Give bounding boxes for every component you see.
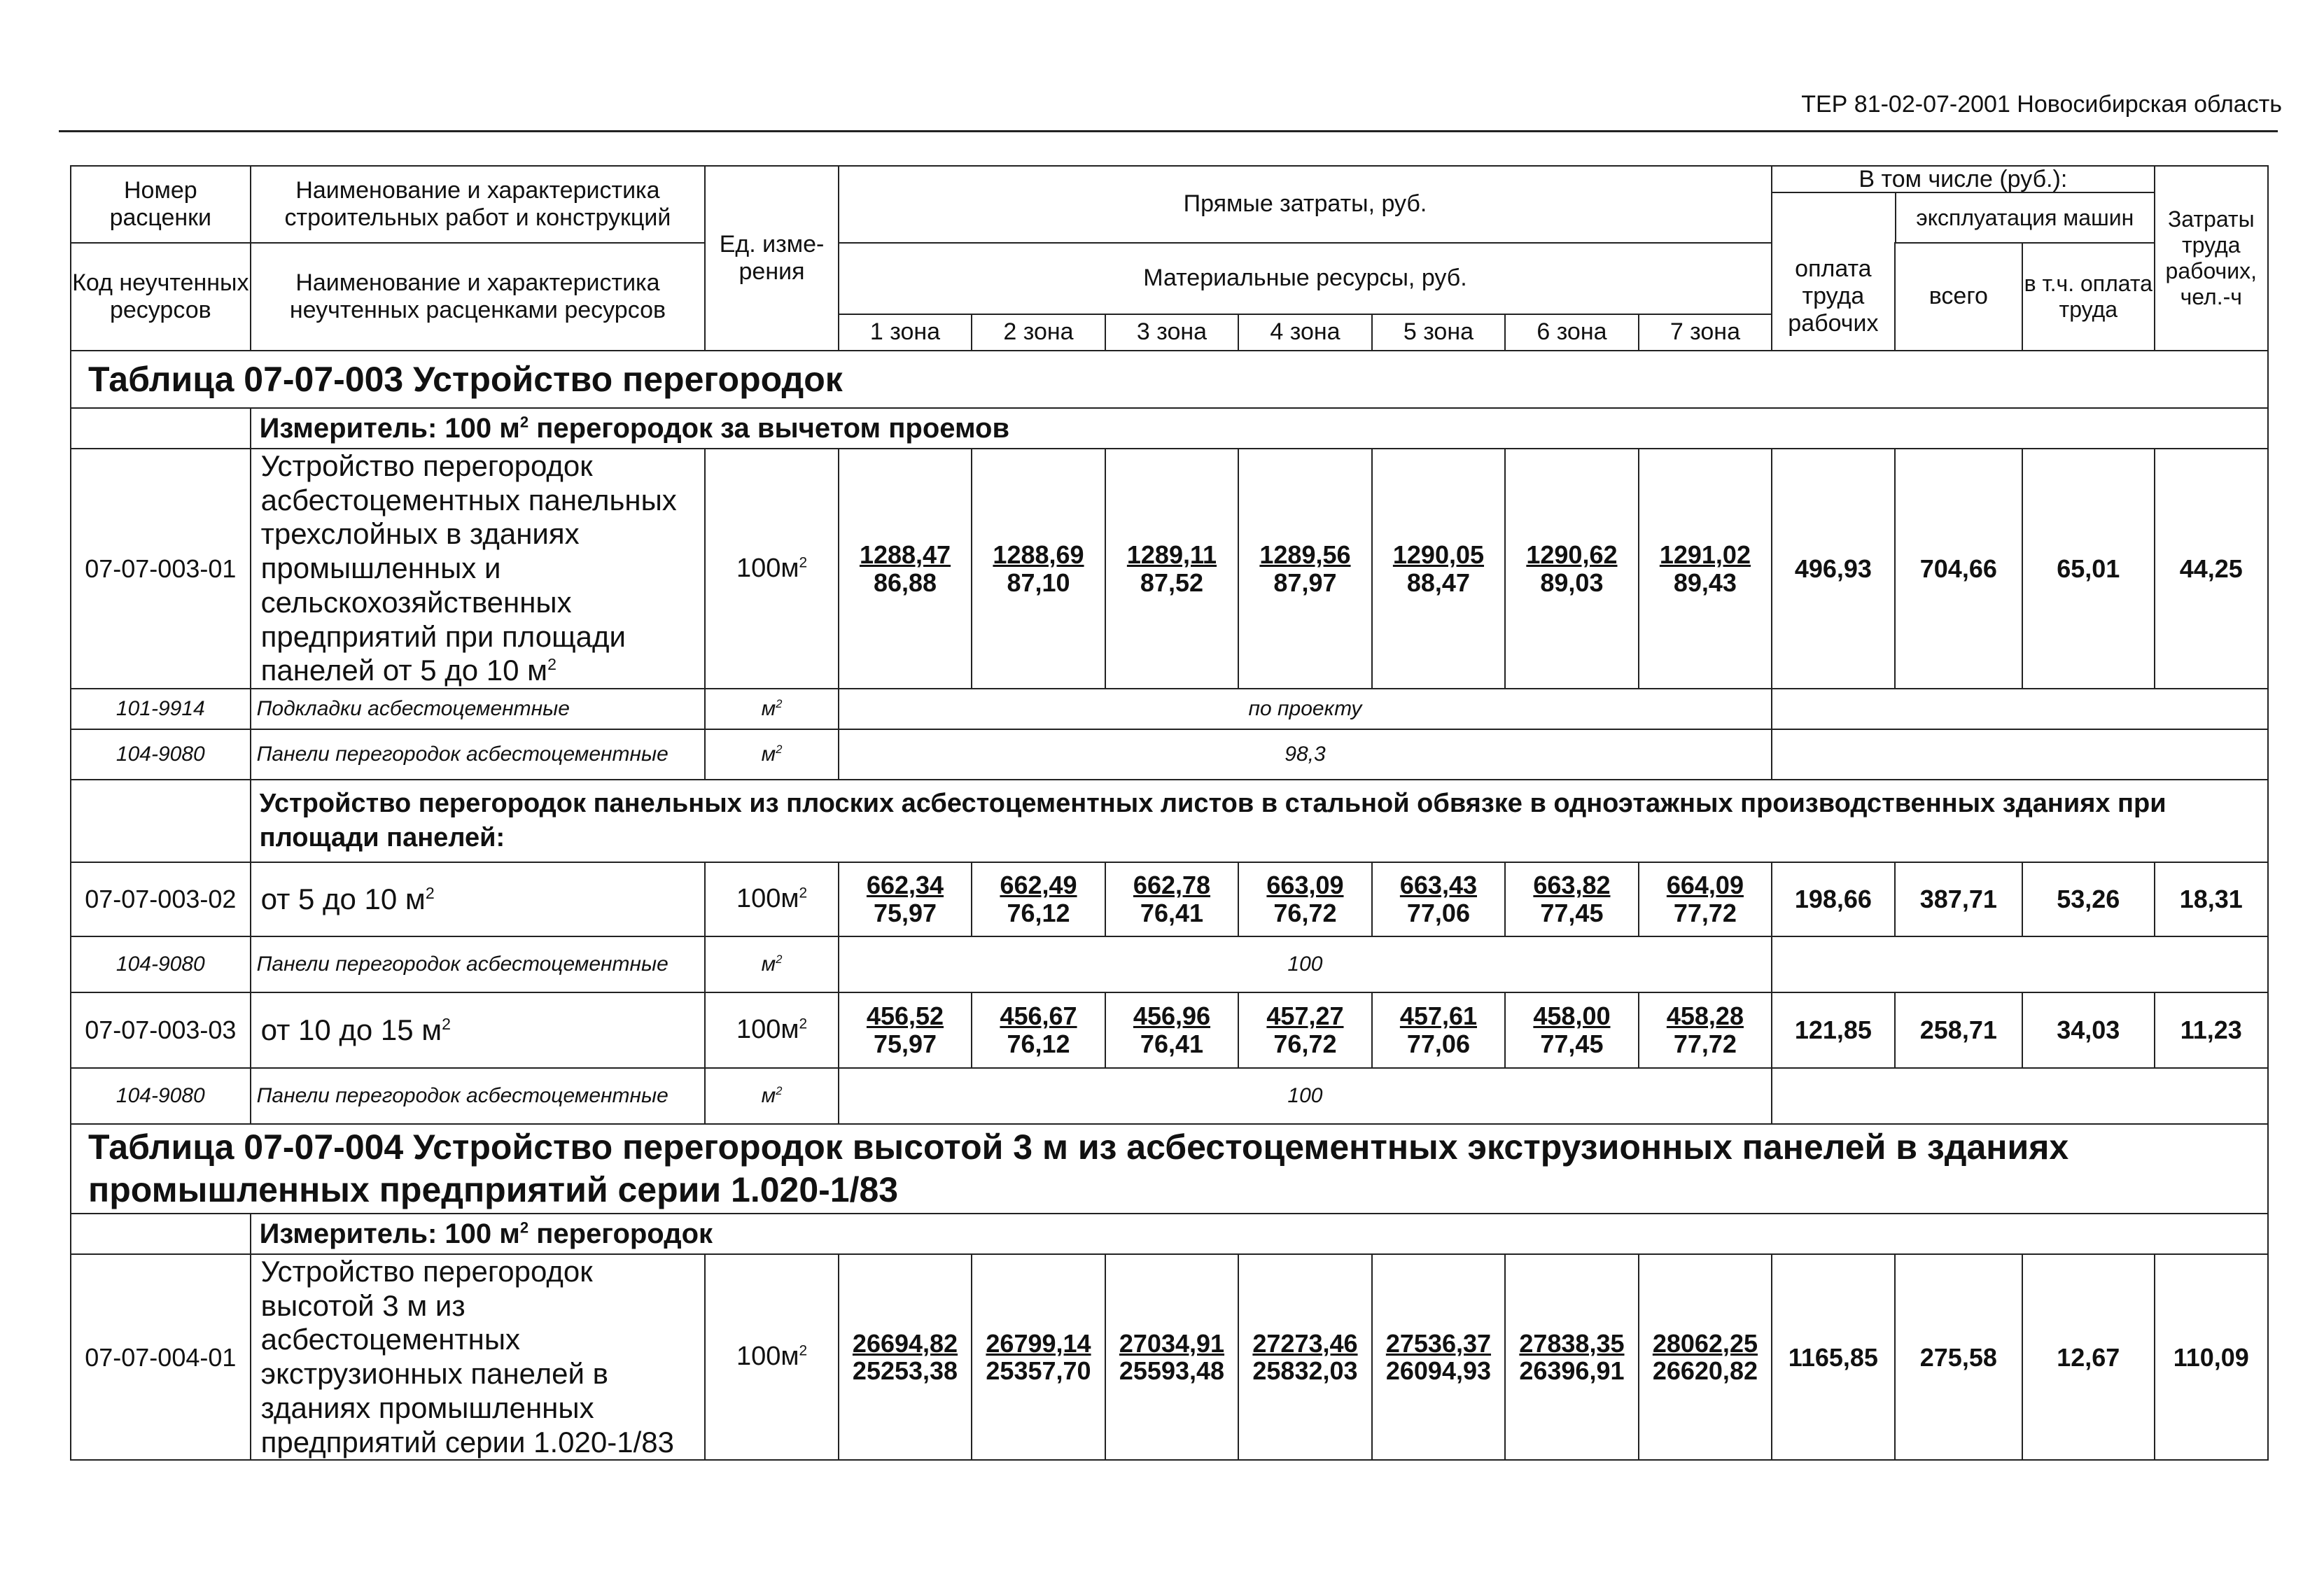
- res-name: Панели перегородок асбестоцементные: [251, 936, 706, 992]
- res-name: Панели перегородок асбестоцементные: [251, 729, 706, 780]
- price-material: 25832,03: [1252, 1356, 1358, 1386]
- price-total: 662,78: [1133, 871, 1211, 900]
- price-zone-7: [1639, 449, 1772, 689]
- row-unit: [705, 449, 838, 689]
- zone-6: 6 зона: [1505, 314, 1638, 351]
- vtch-value: 12,67: [2022, 1254, 2154, 1460]
- empty-cell: [71, 780, 251, 862]
- price-total: 26694,82: [852, 1328, 958, 1358]
- price-zone-1: [839, 992, 972, 1068]
- resource-row: [71, 729, 2268, 780]
- price-material: 87,52: [1140, 568, 1204, 597]
- res-unit: [705, 689, 838, 729]
- col-naim-res: Наименование и характеристика неучтенных расценками ресурсов: [251, 243, 706, 351]
- price-zone-7: [1639, 992, 1772, 1068]
- resource-row: [71, 689, 2268, 729]
- row-name-sup: 2: [442, 1014, 451, 1033]
- price-total: 663,09: [1266, 871, 1344, 900]
- v-tom-sub: [1772, 193, 2153, 242]
- price-zone-5: [1372, 992, 1505, 1068]
- res-name: Подкладки асбестоцементные: [251, 689, 706, 729]
- zatraty-value: 110,09: [2155, 1254, 2268, 1460]
- res-unit: [705, 1068, 838, 1124]
- price-material: 89,03: [1540, 568, 1604, 597]
- table-row: [71, 992, 2268, 1068]
- price-zone-2: [972, 862, 1105, 936]
- row-name-sup: 2: [425, 883, 435, 902]
- oplata-value: 1165,85: [1772, 1254, 1894, 1460]
- col-v-tom-label: В том числе (руб.):: [1772, 167, 2153, 193]
- price-zone-1: [839, 1254, 972, 1460]
- res-unit: [705, 729, 838, 780]
- res-value: 98,3: [839, 729, 1772, 780]
- price-total: 1290,05: [1392, 540, 1485, 569]
- res-name: Панели перегородок асбестоцементные: [251, 1068, 706, 1124]
- unit-text: 100м: [736, 1015, 799, 1045]
- empty-cell: [1772, 936, 2268, 992]
- res-value: 100: [839, 1068, 1772, 1124]
- measure-003: [251, 408, 2268, 449]
- price-zone-1: [839, 449, 972, 689]
- oplata-value: 496,93: [1772, 449, 1894, 689]
- price-zone-1: [839, 862, 972, 936]
- price-total: 662,49: [1000, 871, 1077, 900]
- price-material: 86,88: [873, 568, 937, 597]
- zone-1: 1 зона: [839, 314, 972, 351]
- price-zone-6: [1505, 449, 1638, 689]
- table-row: [71, 1254, 2268, 1460]
- price-material: 26094,93: [1385, 1356, 1492, 1386]
- price-material: 76,41: [1140, 1030, 1204, 1059]
- row-name-text: от 5 до 10 м: [260, 882, 426, 915]
- measure-text: Измеритель: 100 м: [259, 413, 520, 444]
- header-rule: [59, 130, 2278, 132]
- price-material: 88,47: [1406, 568, 1470, 597]
- price-zone-5: [1372, 449, 1505, 689]
- row-name: Устройство перегородок высотой 3 м из асбестоцементных экструзионных панелей в зданиях промышленных предприятий серии 1.020-1/83: [251, 1254, 706, 1460]
- res-code: 104-9080: [71, 729, 251, 780]
- row-name: [251, 992, 706, 1068]
- price-total: 28062,25: [1652, 1328, 1758, 1358]
- zone-4: 4 зона: [1238, 314, 1371, 351]
- price-total: 663,82: [1533, 871, 1611, 900]
- row-code: 07-07-004-01: [71, 1254, 251, 1460]
- col-vtch: в т.ч. оплата труда: [2022, 243, 2154, 351]
- price-zone-4: [1238, 992, 1371, 1068]
- res-unit-sup: 2: [776, 953, 783, 966]
- price-total: 457,61: [1399, 1002, 1477, 1031]
- page-header: ТЕР 81-02-07-2001 Новосибирская область: [1801, 91, 2282, 118]
- res-unit-text: м: [761, 696, 776, 720]
- table-title-003: Таблица 07-07-003 Устройство перегородок: [71, 351, 2268, 408]
- row-name: [251, 862, 706, 936]
- price-material: 87,97: [1273, 568, 1337, 597]
- vsego-value: 275,58: [1895, 1254, 2022, 1460]
- price-material: 26620,82: [1652, 1356, 1758, 1386]
- price-zone-6: [1505, 1254, 1638, 1460]
- table-title-004: Таблица 07-07-004 Устройство перегородок высотой 3 м из асбестоцементных экструзионных панелей в зданиях промышленных предприятий серии 1.020-1/83: [71, 1124, 2268, 1214]
- col-material: Материальные ресурсы, руб.: [839, 243, 1772, 314]
- price-total: 662,34: [866, 871, 944, 900]
- price-total: 458,28: [1666, 1002, 1744, 1031]
- price-zone-4: [1238, 1254, 1371, 1460]
- row-code: 07-07-003-02: [71, 862, 251, 936]
- row-name-text: от 10 до 15 м: [260, 1013, 442, 1046]
- zone-7: 7 зона: [1639, 314, 1772, 351]
- price-material: 77,06: [1406, 899, 1470, 928]
- unit-text: 100м: [736, 553, 799, 583]
- price-total: 27273,46: [1252, 1328, 1358, 1358]
- price-total: 456,52: [866, 1002, 944, 1031]
- col-ekspl: эксплуатация машин: [1916, 205, 2134, 230]
- unit-sup: 2: [799, 1342, 808, 1359]
- measure-text: Измеритель: 100 м: [259, 1218, 520, 1250]
- price-material: 76,72: [1273, 1030, 1337, 1059]
- col-naim: Наименование и характеристика строительных работ и конструкций: [251, 166, 706, 243]
- row-code: 07-07-003-03: [71, 992, 251, 1068]
- row-name-sup: 2: [547, 655, 556, 674]
- unit-sup: 2: [799, 885, 808, 901]
- price-zone-2: [972, 449, 1105, 689]
- price-zone-7: [1639, 862, 1772, 936]
- v-tom-spacer: [1772, 193, 1896, 242]
- res-unit: [705, 936, 838, 992]
- price-material: 89,43: [1673, 568, 1737, 597]
- zone-3: 3 зона: [1105, 314, 1238, 351]
- price-material: 76,72: [1273, 899, 1337, 928]
- price-material: 25253,38: [852, 1356, 958, 1386]
- col-kod: Код неучтенных ресурсов: [71, 243, 251, 351]
- price-material: 25593,48: [1119, 1356, 1225, 1386]
- price-table: [70, 165, 2269, 1461]
- price-total: 26799,14: [986, 1328, 1091, 1358]
- empty-cell: [1772, 689, 2268, 729]
- vtch-value: 34,03: [2022, 992, 2154, 1068]
- price-material: 77,45: [1540, 1030, 1604, 1059]
- price-total: 1290,62: [1526, 540, 1618, 569]
- price-zone-4: [1238, 449, 1371, 689]
- price-total: 663,43: [1399, 871, 1477, 900]
- empty-cell: [71, 408, 251, 449]
- measure-sup: 2: [519, 1218, 529, 1237]
- price-zone-5: [1372, 1254, 1505, 1460]
- price-material: 76,12: [1007, 1030, 1070, 1059]
- measure-004: [251, 1214, 2268, 1254]
- price-zone-6: [1505, 992, 1638, 1068]
- row-name-text: Устройство перегородок асбестоцементных панельных трехслойных в зданиях промышленных и сельскохозяйственных предприятий при площади панелей от 5 до 10 м: [260, 449, 677, 687]
- price-material: 75,97: [873, 1030, 937, 1059]
- vsego-value: 704,66: [1895, 449, 2022, 689]
- unit-sup: 2: [799, 1016, 808, 1032]
- price-total: 457,27: [1266, 1002, 1344, 1031]
- price-total: 664,09: [1666, 871, 1744, 900]
- price-material: 76,41: [1140, 899, 1204, 928]
- vtch-value: 65,01: [2022, 449, 2154, 689]
- vtch-value: 53,26: [2022, 862, 2154, 936]
- table-row: [71, 449, 2268, 689]
- zatraty-value: 44,25: [2155, 449, 2268, 689]
- price-material: 77,06: [1406, 1030, 1470, 1059]
- unit-sup: 2: [799, 554, 808, 571]
- group-title: Устройство перегородок панельных из плоских асбестоцементных листов в стальной обвязке в одноэтажных производственных зданиях при площади панелей:: [251, 780, 2268, 862]
- col-oplata: оплата труда рабочих: [1772, 243, 1894, 351]
- empty-cell: [1772, 729, 2268, 780]
- unit-text: 100м: [736, 884, 799, 914]
- price-zone-3: [1105, 449, 1238, 689]
- price-total: 27536,37: [1385, 1328, 1492, 1358]
- col-v-tom: [1772, 166, 2154, 243]
- res-code: 104-9080: [71, 1068, 251, 1124]
- measure-text-rest: перегородок за вычетом проемов: [528, 413, 1010, 444]
- row-code: 07-07-003-01: [71, 449, 251, 689]
- price-material: 76,12: [1007, 899, 1070, 928]
- row-unit: [705, 862, 838, 936]
- table-row: [71, 862, 2268, 936]
- resource-row: [71, 936, 2268, 992]
- col-pryamye: Прямые затраты, руб.: [839, 166, 1772, 243]
- price-material: 77,45: [1540, 899, 1604, 928]
- price-zone-7: [1639, 1254, 1772, 1460]
- resource-row: [71, 1068, 2268, 1124]
- res-value: по проекту: [839, 689, 1772, 729]
- price-zone-5: [1372, 862, 1505, 936]
- row-unit: [705, 992, 838, 1068]
- oplata-value: 198,66: [1772, 862, 1894, 936]
- price-zone-3: [1105, 862, 1238, 936]
- res-unit-sup: 2: [776, 697, 783, 710]
- price-total: 1288,47: [859, 540, 951, 569]
- empty-cell: [71, 1214, 251, 1254]
- price-total: 27838,35: [1519, 1328, 1625, 1358]
- price-total: 27034,91: [1119, 1328, 1225, 1358]
- price-material: 25357,70: [986, 1356, 1091, 1386]
- col-ed: Ед. изме-рения: [705, 166, 838, 351]
- res-unit-text: м: [761, 1083, 776, 1107]
- zatraty-value: 18,31: [2155, 862, 2268, 936]
- vsego-value: 258,71: [1895, 992, 2022, 1068]
- measure-sup: 2: [519, 413, 529, 431]
- col-nomer: Номер расценки: [71, 166, 251, 243]
- price-total: 1289,11: [1126, 540, 1217, 569]
- res-unit-sup: 2: [776, 743, 783, 756]
- price-zone-4: [1238, 862, 1371, 936]
- res-value: 100: [839, 936, 1772, 992]
- price-material: 77,72: [1673, 1030, 1737, 1059]
- price-zone-6: [1505, 862, 1638, 936]
- res-unit-sup: 2: [776, 1084, 783, 1097]
- price-total: 1288,69: [993, 540, 1084, 569]
- row-name: [251, 449, 706, 689]
- price-zone-2: [972, 1254, 1105, 1460]
- price-material: 87,10: [1007, 568, 1070, 597]
- price-total: 456,96: [1133, 1002, 1211, 1031]
- vsego-value: 387,71: [1895, 862, 2022, 936]
- res-unit-text: м: [761, 742, 776, 766]
- price-material: 75,97: [873, 899, 937, 928]
- res-code: 101-9914: [71, 689, 251, 729]
- res-unit-text: м: [761, 952, 776, 976]
- price-material: 26396,91: [1519, 1356, 1625, 1386]
- zone-5: 5 зона: [1372, 314, 1505, 351]
- unit-text: 100м: [736, 1342, 799, 1372]
- measure-text-rest: перегородок: [528, 1218, 713, 1250]
- zone-2: 2 зона: [972, 314, 1105, 351]
- col-zatraty: Затраты труда рабочих, чел.-ч: [2155, 166, 2268, 351]
- price-zone-3: [1105, 1254, 1238, 1460]
- price-zone-3: [1105, 992, 1238, 1068]
- price-total: 1289,56: [1259, 540, 1351, 569]
- zatraty-value: 11,23: [2155, 992, 2268, 1068]
- res-code: 104-9080: [71, 936, 251, 992]
- price-total: 456,67: [1000, 1002, 1077, 1031]
- price-zone-2: [972, 992, 1105, 1068]
- row-unit: [705, 1254, 838, 1460]
- price-material: 77,72: [1673, 899, 1737, 928]
- empty-cell: [1772, 1068, 2268, 1124]
- price-total: 1291,02: [1659, 540, 1751, 569]
- col-vsego: всего: [1895, 243, 2022, 351]
- oplata-value: 121,85: [1772, 992, 1894, 1068]
- price-total: 458,00: [1533, 1002, 1611, 1031]
